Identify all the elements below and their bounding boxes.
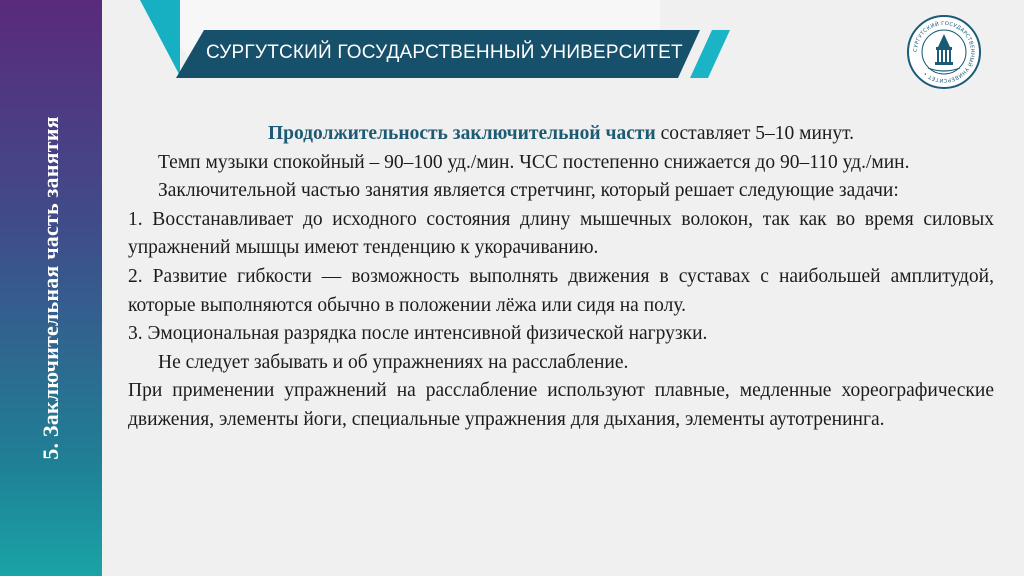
relax-note-paragraph: Не следует забывать и об упражнениях на расслабление. [158,351,629,373]
task-item-1: 1. Восстанавливает до исходного состояния длину мышечных волокон, так как во время силовых упражнений мышцы имеют тенденцию к укорачиванию. [128,208,994,259]
svg-text:СУРГУТСКИЙ ГОСУДАРСТВЕННЫЙ УНИ: СУРГУТСКИЙ ГОСУДАРСТВЕННЫЙ УНИВЕРСИТЕТ • [912,20,976,84]
tempo-paragraph: Темп музыки спокойный – 90–100 уд./мин. ЧСС постепенно снижается до 90–110 уд./мин. [158,151,910,173]
intro-bold-text: Продолжительность заключительной части [267,123,656,144]
university-seal-icon [906,14,982,90]
relax-details-paragraph: При применении упражнений на расслабление используют плавные, медленные хореографические движения, элементы йоги, специальные упражнения для дыхания, элементы аутотренинга. [128,380,994,430]
intro-rest-text: составляет 5–10 минут. [655,123,855,144]
section-title: 5. Заключительная часть занятия [38,116,63,460]
stretch-intro-paragraph: Заключительной частью занятия является стретчинг, который решает следующие задачи: [158,180,899,202]
intro-line [128,120,994,149]
main-text [128,120,994,435]
side-band [0,0,102,576]
university-name: СУРГУТСКИЙ ГОСУДАРСТВЕННЫЙ УНИВЕРСИТЕТ [206,42,683,63]
banner-accent-left [140,0,180,76]
task-item-2: 2. Развитие гибкости — возможность выполнять движения в суставах с наибольшей амплитудой, которые выполняются обычно в положении лёжа или сидя на полу. [128,265,994,316]
task-item-3: 3. Эмоциональная разрядка после интенсивной физической нагрузки. [128,323,708,345]
